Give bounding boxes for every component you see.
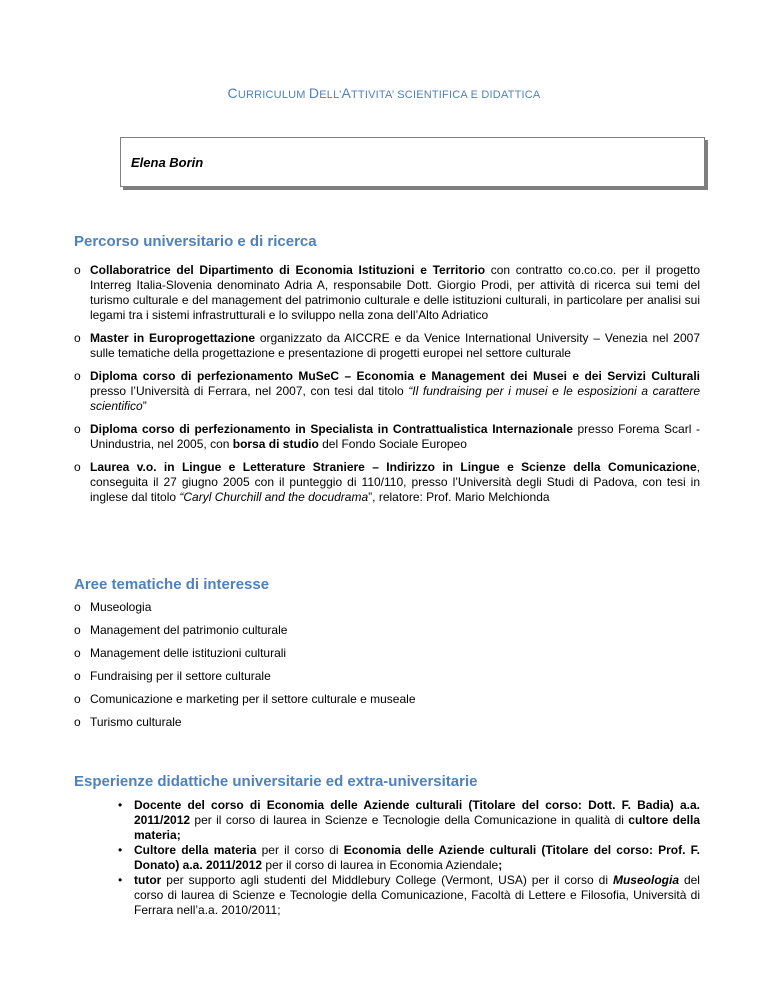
section-title-interests: Aree tematiche di interesse: [74, 576, 270, 593]
document-title: CURRICULUM DELL’ATTIVITA’ SCIENTIFICA E DIDATTICA: [227, 85, 541, 101]
list-item: o Management del patrimonio culturale: [74, 623, 288, 637]
circle-bullet-icon: o: [74, 263, 81, 277]
list-item: o Fundraising per il settore culturale: [74, 669, 271, 683]
circle-bullet-icon: o: [74, 331, 81, 345]
section-title-university: Percorso universitario e di ricerca: [74, 233, 317, 250]
list-item: o Master in Europrogettazione organizzato da AICCRE e da Venice International University – Venezia nel 2007 sulle tematiche della progettazione e presentazione di progetti europei nel settore culturale: [74, 331, 700, 360]
list-item: o Collaboratrice del Dipartimento di Economia Istituzioni e Territorio con contratto co.co.co. per il progetto Interreg Italia-Slovenia denominato Adria A, responsabile Dott. Giorgio Prodi, per attività di ricerca sui temi del turismo culturale e del management del patrimonio culturale e delle istituzioni culturali, in particolare per analisi sui legami tra i sistemi infrastrutturali e lo sviluppo nella zona dell’Alto Adriatico: [74, 263, 701, 322]
circle-bullet-icon: o: [74, 692, 81, 706]
circle-bullet-icon: o: [74, 646, 81, 660]
list-item: o Management delle istituzioni culturali: [74, 646, 287, 660]
list-item: • Cultore della materia per il corso di Economia delle Aziende culturali (Titolare del corso: Prof. F. Donato) a.a. 2011/2012 per il corso di laurea in Economia Aziendale;: [118, 843, 700, 872]
bullet-icon: •: [118, 843, 123, 857]
bullet-icon: •: [118, 798, 123, 812]
list-item: o Diploma corso di perfezionamento in Specialista in Contrattualistica Internazionale presso Forema Scarl - Unindustria, nel 2005, con borsa di studio del Fondo Sociale Europeo: [74, 422, 700, 451]
list-item: o Laurea v.o. in Lingue e Letterature Straniere – Indirizzo in Lingue e Scienze della Comunicazione, conseguita il 27 giugno 2005 con il punteggio di 110/110, presso l’Università degli Studi di Padova, con tesi in inglese dal titolo “Caryl Churchill and the docudrama”, relatore: Prof. Mario Melchionda: [74, 460, 700, 504]
list-item: o Turismo culturale: [74, 715, 182, 729]
circle-bullet-icon: o: [74, 669, 81, 683]
teaching-list: [118, 798, 700, 918]
list-item: • tutor per supporto agli studenti del Middlebury College (Vermont, USA) per il corso di Museologia del corso di laurea di Scienze e Tecnologie della Comunicazione, Facoltà di Lettere e Filosofia, Università di Ferrara nell’a.a. 2010/2011;: [118, 873, 700, 917]
section-title-teaching: Esperienze didattiche universitarie ed extra-universitarie: [74, 773, 478, 790]
university-list: [74, 263, 700, 513]
circle-bullet-icon: o: [74, 623, 81, 637]
list-item: o Comunicazione e marketing per il settore culturale e museale: [74, 692, 416, 706]
circle-bullet-icon: o: [74, 715, 81, 729]
circle-bullet-icon: o: [74, 460, 81, 474]
bullet-icon: •: [118, 873, 123, 887]
circle-bullet-icon: o: [74, 369, 81, 383]
circle-bullet-icon: o: [74, 600, 81, 614]
circle-bullet-icon: o: [74, 422, 81, 436]
person-name: Elena Borin: [131, 155, 204, 170]
list-item: o Diploma corso di perfezionamento MuSeC – Economia e Management dei Musei e dei Servizi Culturali presso l’Università di Ferrara, nel 2007, con tesi dal titolo “Il fundraising per i musei e le esposizioni a carattere scientifico”: [74, 369, 700, 413]
name-box: [120, 137, 705, 187]
interests-list: [74, 600, 700, 738]
list-item: • Docente del corso di Economia delle Aziende culturali (Titolare del corso: Dott. F. Badia) a.a. 2011/2012 per il corso di laurea in Scienze e Tecnologie della Comunicazione in qualità di cultore della materia;: [118, 798, 701, 842]
list-item: o Museologia: [74, 600, 152, 614]
